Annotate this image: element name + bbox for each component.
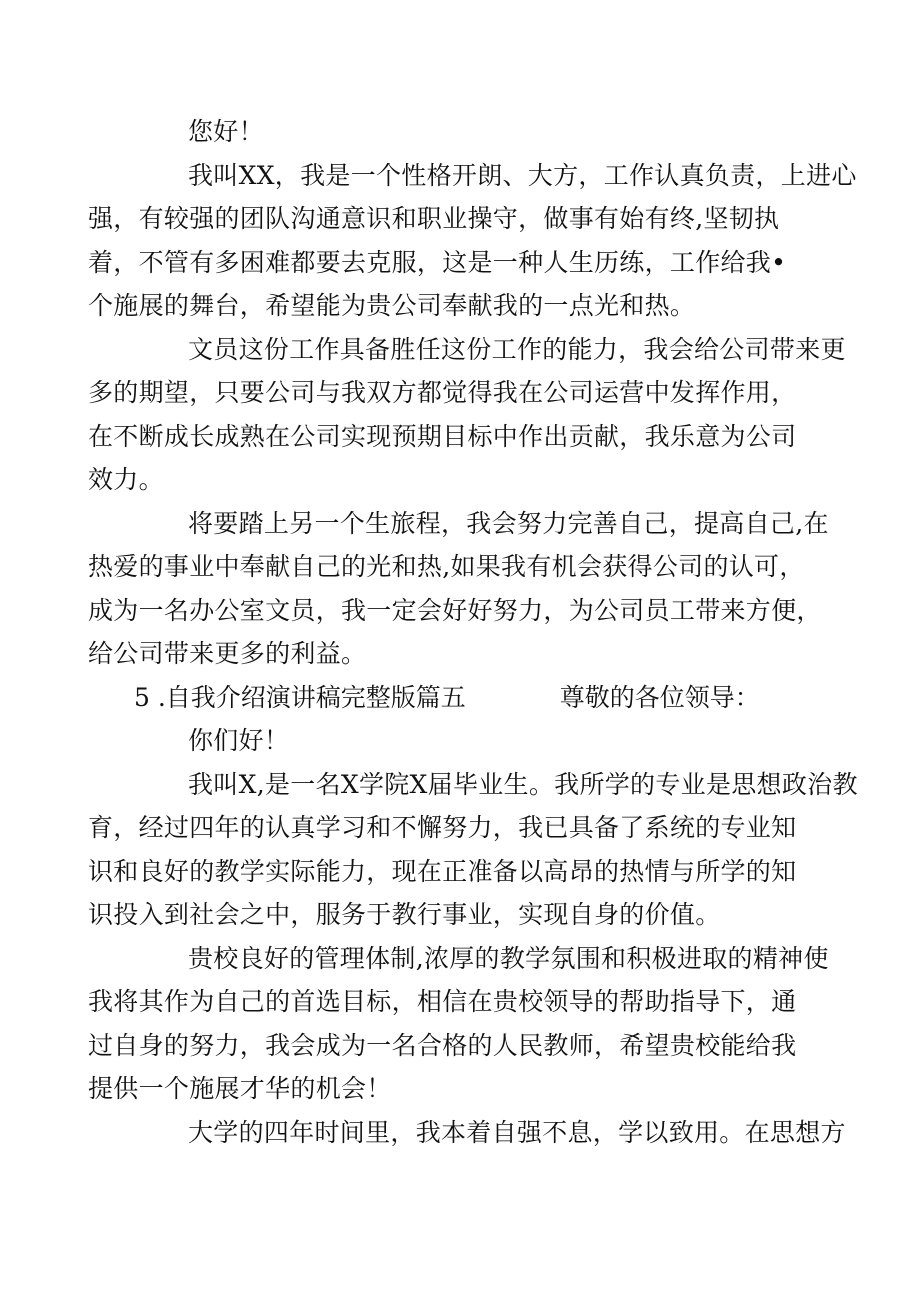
paragraph-university <box>138 1111 846 1155</box>
text-line: 我叫X,是一名X学院X届毕业生。我所学的专业是思想政治教 <box>188 769 858 799</box>
text-line: 我将其作为自己的首选目标，相信在贵校领导的帮助指导下，通 <box>88 987 797 1016</box>
text-line: 大学的四年时间里，我本着自强不息，学以致用。在思想方 <box>188 1117 846 1147</box>
text-line: 您好！ <box>188 117 264 146</box>
text-line: 热爱的事业中奉献自己的光和热,如果我有机会获得公司的认可， <box>88 552 805 581</box>
text-line: 效力。 <box>88 465 164 494</box>
text-line: 给公司带来更多的利益。 <box>88 639 367 668</box>
paragraph-clerk-ability <box>88 328 846 502</box>
text-line: 在不断成长成熟在公司实现预期目标中作出贡献，我乐意为公司 <box>88 421 797 451</box>
text-line: 过自身的努力，我会成为一名合格的人民教师，希望贵校能给我 <box>88 1030 797 1060</box>
text-line: 你们好！ <box>188 726 290 755</box>
text-line: 提供一个施展才华的机会！ <box>88 1074 392 1103</box>
paragraph-greeting <box>138 110 786 154</box>
section-title: .自我介绍演讲稿完整版篇五 <box>157 682 466 712</box>
section-number: 5 <box>134 682 150 712</box>
text-line: 强，有较强的团队沟通意识和职业操守，做事有始有终,坚韧执 <box>88 204 780 233</box>
text-line: 识投入到社会之中，服务于教行事业，实现自身的价值。 <box>88 900 721 929</box>
text-line: 个施展的舞台，希望能为贵公司奉献我的一点光和热。 <box>88 291 696 320</box>
text-line: 我叫XX，我是一个性格开朗、大方，工作认真负责，上进心 <box>188 160 857 190</box>
paragraph-graduate-intro <box>88 763 858 937</box>
text-line: 着，不管有多困难都要去克服，这是一种人生历练，工作给我• <box>88 247 787 277</box>
text-line: 成为一名办公室文员，我一定会好好努力，为公司员工带来方便， <box>88 595 822 625</box>
paragraph-future <box>88 502 829 676</box>
text-line: 识和良好的教学实际能力，现在正准备以高昂的热情与所学的知 <box>88 856 797 886</box>
text-line: 文员这份工作具备胜任这份工作的能力，我会给公司带来更 <box>188 334 846 364</box>
text-line: 育，经过四年的认真学习和不懈努力，我已具备了系统的专业知 <box>88 813 797 842</box>
text-line: 将要踏上另一个生旅程，我会努力完善自己，提高自己,在 <box>188 508 829 538</box>
paragraph-self-intro <box>88 154 857 328</box>
paragraph-greeting-2 <box>138 719 786 763</box>
paragraph-school-choice <box>88 937 829 1111</box>
salutation: 尊敬的各位领导： <box>559 682 760 712</box>
text-line: 贵校良好的管理体制,浓厚的教学氛围和积极进取的精神使 <box>188 943 829 973</box>
section-heading <box>134 676 786 720</box>
text-line: 多的期望，只要公司与我双方都觉得我在公司运营中发挥作用， <box>88 378 797 407</box>
document-body <box>88 110 858 1154</box>
